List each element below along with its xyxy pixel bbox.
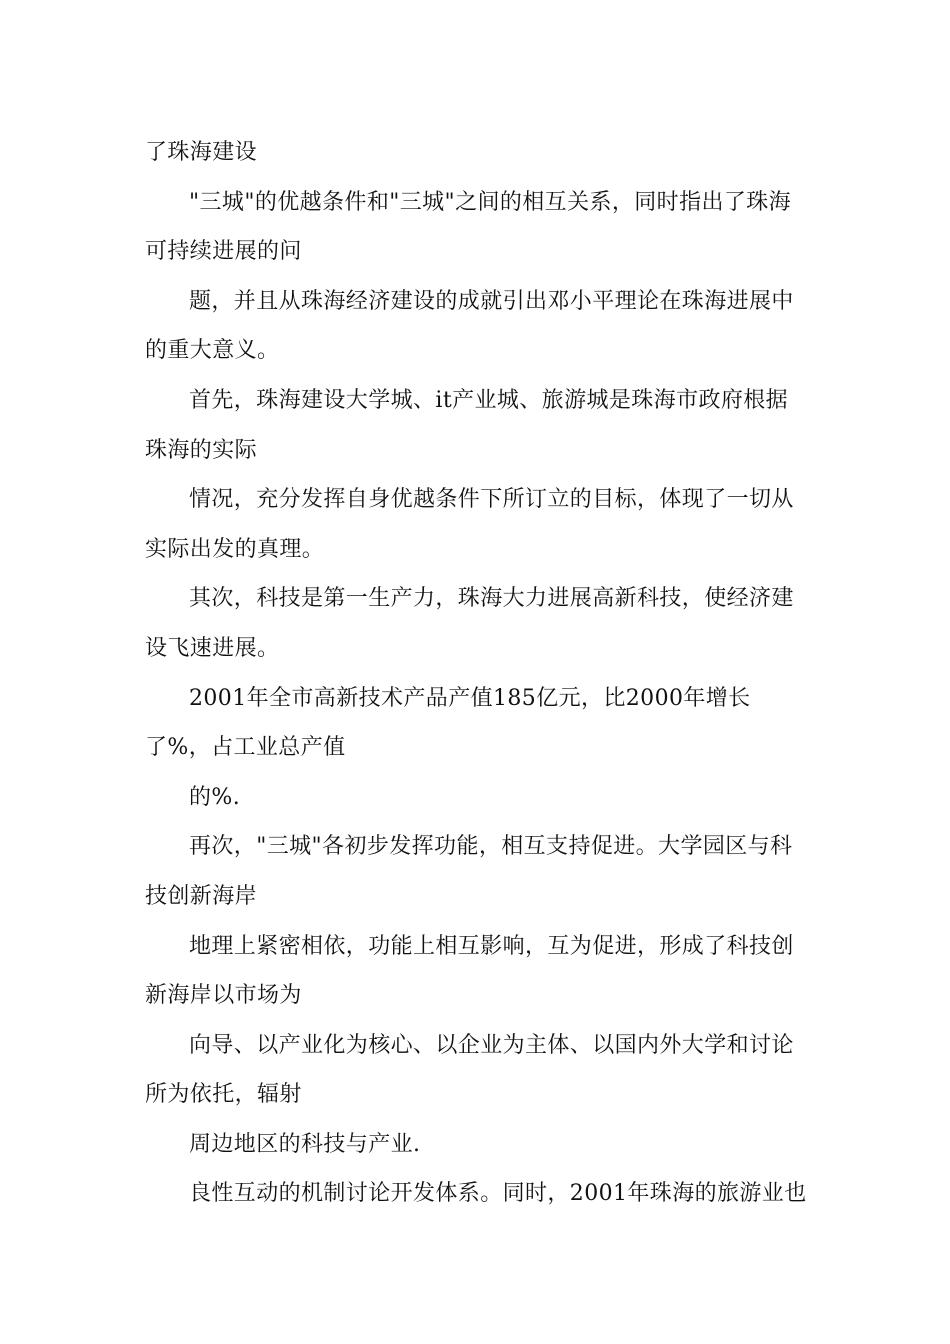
paragraph-12: 周边地区的科技与产业. (189, 1131, 421, 1157)
paragraph-8: 的%. (189, 784, 241, 810)
paragraph-1: 了珠海建设 (145, 140, 258, 165)
paragraph-6: 其次，科技是第一生产力，珠海大力进展高新科技，使经济建设飞速进展。 (145, 586, 794, 661)
paragraph-2: "三城"的优越条件和"三城"之间的相互关系，同时指出了珠海可持续进展的问 (145, 189, 792, 265)
document-body (145, 128, 810, 1219)
paragraph-10: 地理上紧密相依，功能上相互影响，互为促进，形成了科技创新海岸以市场为 (145, 933, 794, 1009)
paragraph-9: 再次，"三城"各初步发挥功能，相互支持促进。大学园区与科技创新海岸 (145, 834, 793, 909)
paragraph-7: 2001年全市高新技术产品产值185亿元，比2000年增长了%，占工业总产值 (145, 685, 751, 761)
paragraph-3: 题，并且从珠海经济建设的成就引出邓小平理论在珠海进展中的重大意义。 (145, 288, 794, 364)
paragraph-5: 情况，充分发挥自身优越条件下所订立的目标，体现了一切从实际出发的真理。 (145, 487, 794, 562)
paragraph-4: 首先，珠海建设大学城、it产业城、旅游城是珠海市政府根据珠海的实际 (145, 387, 789, 463)
paragraph-13: 良性互动的机制讨论开发体系。同时，2001年珠海的旅游业也 (189, 1181, 807, 1207)
paragraph-11: 向导、以产业化为核心、以企业为主体、以国内外大学和讨论所为依托，辐射 (145, 1032, 794, 1108)
